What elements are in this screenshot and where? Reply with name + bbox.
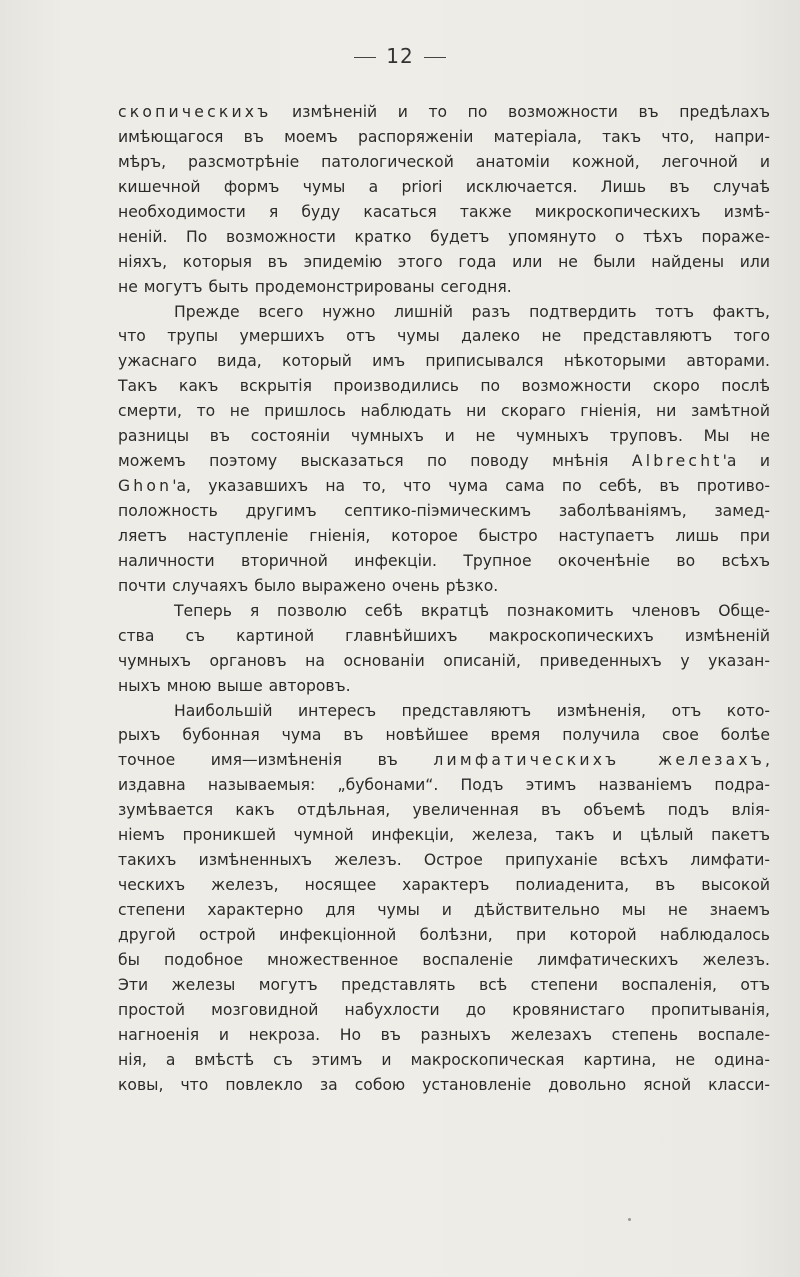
text-line: мѣръ, разсмотрѣніе патологической анатоміи кожной, легочной и bbox=[118, 152, 770, 171]
text-line: Наибольшій интересъ представляютъ измѣненія, отъ кото- bbox=[174, 701, 770, 720]
page-number-value: 12 bbox=[386, 44, 414, 68]
text-line: почти случаяхъ было выражено очень рѣзко. bbox=[118, 576, 499, 595]
text-line: ныхъ мною выше авторовъ. bbox=[118, 676, 351, 695]
text-line: необходимости я буду касаться также микроскопическихъ измѣ- bbox=[118, 202, 770, 221]
text-line: рыхъ бубонная чума въ новѣйшее время получила свое болѣе bbox=[118, 726, 770, 745]
text-line bbox=[118, 748, 770, 773]
scan-speck bbox=[628, 1218, 631, 1221]
text-line: другой острой инфекціонной болѣзни, при которой наблюдалось bbox=[118, 925, 770, 944]
spaced-emphasis: Albrecht bbox=[631, 452, 723, 471]
text-line: не могутъ быть продемонстрированы сегодня. bbox=[118, 277, 512, 296]
spaced-emphasis: скопическихъ bbox=[118, 103, 272, 121]
text-line: наличности вторичной инфекціи. Трупное окоченѣніе во всѣхъ bbox=[118, 551, 770, 570]
text-line: ужаснаго вида, который имъ приписывался нѣкоторыми авторами. bbox=[118, 352, 770, 371]
text-segment: , bbox=[765, 751, 770, 770]
text-line: бы подобное множественное воспаленіе лимфатическихъ железъ. bbox=[118, 950, 770, 969]
text-line: Эти железы могутъ представлять всѣ степени воспаленія, отъ bbox=[118, 975, 770, 994]
page-number bbox=[0, 44, 800, 68]
text-segment: измѣненій и то по возможности въ предѣлахъ bbox=[271, 103, 770, 121]
text-line: ковы, что повлекло за собою установленіе довольно ясной класси- bbox=[118, 1075, 770, 1094]
text-line: что трупы умершихъ отъ чумы далеко не представляютъ того bbox=[118, 327, 770, 346]
spaced-emphasis: лимфатическихъ железахъ bbox=[433, 751, 766, 770]
body-text bbox=[118, 100, 770, 1098]
text-line: нія, а вмѣстѣ съ этимъ и макроскопическая картина, не одина- bbox=[118, 1050, 770, 1069]
text-segment: можемъ поэтому высказаться по поводу мнѣнія bbox=[118, 452, 632, 471]
text-line: нагноенія и некроза. Но въ разныхъ железахъ степень воспале- bbox=[118, 1025, 770, 1044]
text-line: ніемъ проникшей чумной инфекціи, железа, такъ и цѣлый пакетъ bbox=[118, 826, 770, 845]
text-line bbox=[118, 474, 770, 499]
text-line: кишечной формъ чумы a priori исключается. Лишь въ случаѣ bbox=[118, 177, 770, 196]
text-line: ніяхъ, которыя въ эпидемію этого года или не были найдены или bbox=[118, 252, 770, 271]
spaced-emphasis: Ghon bbox=[118, 477, 173, 496]
text-line: ства съ картиной главнѣйшихъ макроскопическихъ измѣненій bbox=[118, 626, 770, 645]
text-line: разницы въ состояніи чумныхъ и не чумныхъ труповъ. Мы не bbox=[118, 427, 770, 446]
text-line: Теперь я позволю себѣ вкратцѣ познакомить членовъ Обще- bbox=[174, 601, 770, 620]
text-line bbox=[118, 449, 770, 474]
text-line: такихъ измѣненныхъ железъ. Острое припуханіе всѣхъ лимфати- bbox=[118, 851, 770, 870]
text-segment: 'а и bbox=[722, 452, 771, 471]
text-line: положность другимъ септико-піэмическимъ заболѣваніямъ, замед- bbox=[118, 502, 770, 520]
text-line bbox=[118, 100, 770, 125]
text-segment: 'а, указавшихъ на то, что чума сама по себѣ, въ противо- bbox=[172, 477, 770, 496]
text-line: чумныхъ органовъ на основаніи описаній, приведенныхъ у указан- bbox=[118, 651, 770, 670]
text-line: смерти, то не пришлось наблюдать ни скораго гніенія, ни замѣтной bbox=[118, 402, 770, 421]
text-line: Прежде всего нужно лишній разъ подтвердить тотъ фактъ, bbox=[174, 302, 770, 321]
page-number-left-dash bbox=[354, 57, 376, 58]
text-line: неній. По возможности кратко будетъ упомянуто о тѣхъ пораже- bbox=[118, 227, 770, 246]
page-number-right-dash bbox=[424, 57, 446, 58]
text-segment: точное имя—измѣненія въ bbox=[118, 751, 434, 770]
text-line: Такъ какъ вскрытія производились по возможности скоро послѣ bbox=[118, 377, 770, 396]
text-line: ческихъ железъ, носящее характеръ полиаденита, въ высокой bbox=[118, 876, 770, 895]
text-line: степени характерно для чумы и дѣйствительно мы не знаемъ bbox=[118, 901, 770, 919]
text-line: издавна называемыя: „бубонами“. Подъ этимъ названіемъ подра- bbox=[118, 776, 770, 795]
text-line: простой мозговидной набухлости до кровянистаго пропитыванія, bbox=[118, 1000, 770, 1019]
text-line: имѣющагося въ моемъ распоряженіи матеріала, такъ что, напри- bbox=[118, 127, 770, 146]
text-line: ляетъ наступленіе гніенія, которое быстро наступаетъ лишь при bbox=[118, 526, 770, 545]
text-line: зумѣвается какъ отдѣльная, увеличенная въ объемѣ подъ влія- bbox=[118, 801, 770, 820]
